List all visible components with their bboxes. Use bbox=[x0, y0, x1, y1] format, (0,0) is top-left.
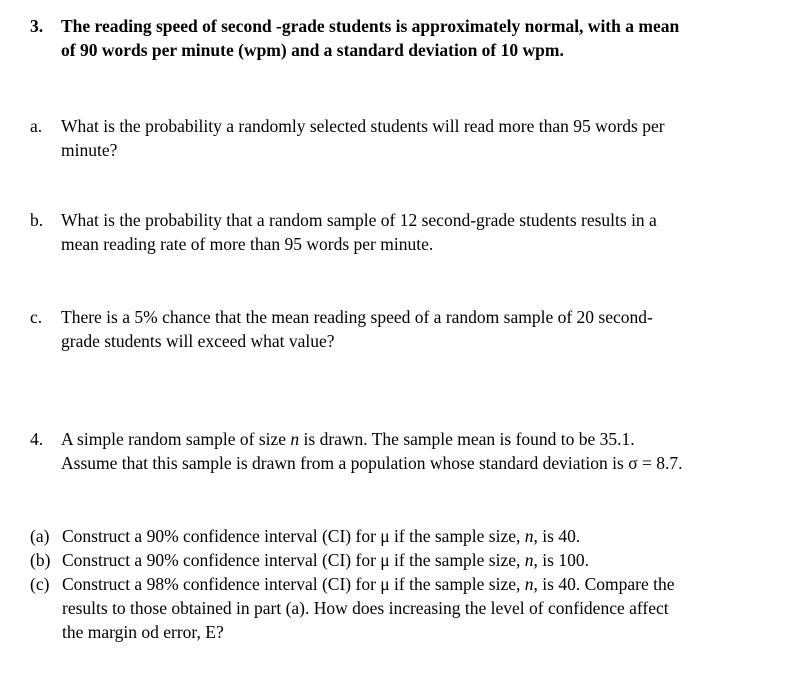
question-3-number: 3. bbox=[30, 16, 44, 36]
question-3 bbox=[0, 14, 805, 62]
q4-part-a-after: , is 40. bbox=[533, 526, 581, 546]
part-a-line-2: minute? bbox=[61, 140, 118, 160]
question-4-line-2: Assume that this sample is drawn from a population whose standard deviation is σ = 8.7. bbox=[61, 453, 683, 473]
q4-part-b-after: , is 100. bbox=[533, 550, 589, 570]
q4-part-c-var: n bbox=[524, 574, 534, 594]
q4-part-c-line-2: results to those obtained in part (a). How does increasing the level of confidence affect bbox=[62, 598, 669, 618]
question-4 bbox=[0, 427, 805, 475]
q4-part-a-var: n bbox=[524, 526, 534, 546]
q4-part-a bbox=[0, 524, 805, 548]
q4-part-a-before: Construct a 90% confidence interval (CI) for μ if the sample size, bbox=[62, 526, 525, 546]
part-a-marker: a. bbox=[30, 116, 43, 136]
part-b-line-1: What is the probability that a random sample of 12 second-grade students results in a bbox=[61, 210, 657, 230]
q4-part-b-var: n bbox=[524, 550, 534, 570]
q4-part-c-line-3: the margin od error, E? bbox=[62, 622, 224, 642]
part-c-line-1: There is a 5% chance that the mean reading speed of a random sample of 20 second- bbox=[61, 307, 653, 327]
part-b-line-2: mean reading rate of more than 95 words per minute. bbox=[61, 234, 434, 254]
q4-part-c-marker: (c) bbox=[30, 574, 50, 594]
part-c-marker: c. bbox=[30, 307, 43, 327]
q4-part-b-marker: (b) bbox=[30, 550, 51, 570]
question-3-line-1: The reading speed of second -grade students is approximately normal, with a mean bbox=[61, 16, 680, 36]
part-b-marker: b. bbox=[30, 210, 44, 230]
part-a-line-1: What is the probability a randomly selected students will read more than 95 words per bbox=[61, 116, 665, 136]
q4-part-c bbox=[0, 572, 805, 596]
q4-line1-before: A simple random sample of size bbox=[61, 429, 291, 449]
q4-line1-var: n bbox=[290, 429, 300, 449]
question-4-number: 4. bbox=[30, 429, 44, 449]
question-3-part-a bbox=[0, 114, 805, 162]
question-4-parts bbox=[0, 524, 805, 644]
q4-part-b-text bbox=[62, 548, 589, 572]
q4-part-c-after: , is 40. Compare the bbox=[533, 574, 675, 594]
q4-part-c-before: Construct a 98% confidence interval (CI) for μ if the sample size, bbox=[62, 574, 525, 594]
question-3-part-c bbox=[0, 305, 805, 353]
q4-part-b bbox=[0, 548, 805, 572]
q4-part-a-text bbox=[62, 524, 580, 548]
q4-part-b-before: Construct a 90% confidence interval (CI) for μ if the sample size, bbox=[62, 550, 525, 570]
question-3-part-b bbox=[0, 208, 805, 256]
part-c-line-2: grade students will exceed what value? bbox=[61, 331, 335, 351]
q4-line1-after: is drawn. The sample mean is found to be 35.1. bbox=[299, 429, 635, 449]
q4-part-a-marker: (a) bbox=[30, 526, 50, 546]
question-3-line-2: of 90 words per minute (wpm) and a standard deviation of 10 wpm. bbox=[61, 40, 564, 60]
q4-part-c-text bbox=[62, 572, 674, 596]
question-4-line-1 bbox=[61, 427, 635, 451]
